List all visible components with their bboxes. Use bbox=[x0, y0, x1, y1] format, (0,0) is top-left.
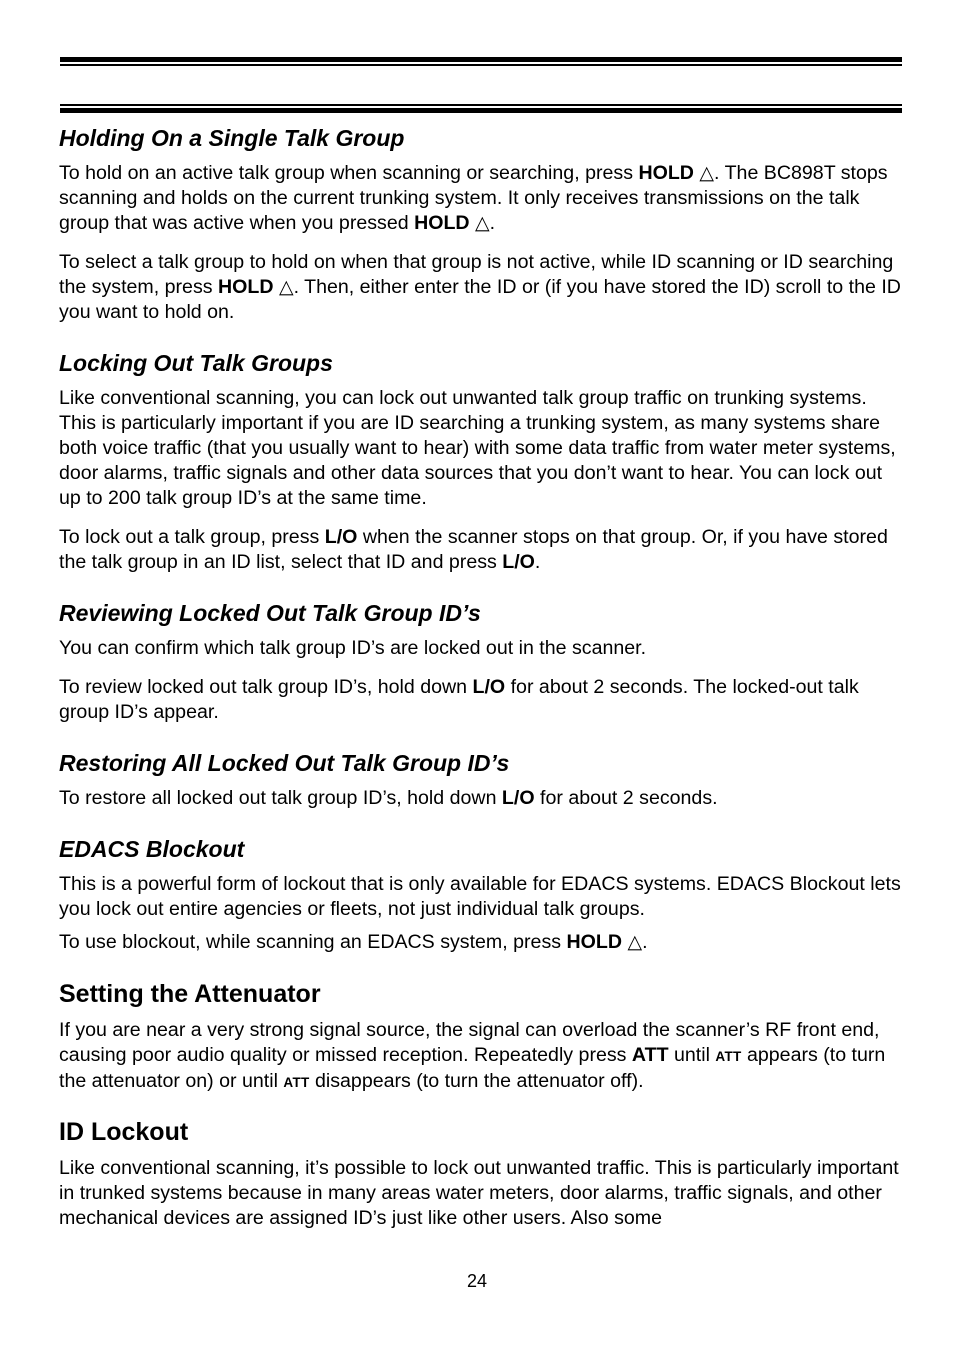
section-restoring bbox=[59, 749, 904, 811]
att-indicator: ATT bbox=[715, 1049, 742, 1064]
section-reviewing bbox=[59, 599, 904, 725]
hold-triangle-icon: △ bbox=[278, 277, 294, 298]
hold-triangle-icon: △ bbox=[475, 213, 490, 234]
section-locking-out bbox=[59, 349, 904, 575]
page-number: 24 bbox=[466, 1271, 488, 1291]
section-id-lockout bbox=[59, 1117, 904, 1231]
paragraph: Like conventional scanning, you can lock out unwanted talk group traffic on trunking systems. This is particularly important if you are ID searching a trunking system, as many systems share both voice traffic (that you usually want to hear) with some data traffic from water meter systems, door alarms, traffic signals and other data sources that you don’t want to hear. You can lock out up to 200 talk group ID’s at the same time. bbox=[59, 387, 896, 509]
section-heading: Reviewing Locked Out Talk Group ID’s bbox=[59, 600, 481, 626]
top-rule-lower-thin bbox=[60, 104, 902, 106]
paragraph: This is a powerful form of lockout that is only available for EDACS systems. EDACS Blockout lets you lock out entire agencies or fleets, not just individual talk groups. bbox=[59, 873, 901, 920]
paragraph: Like conventional scanning, it’s possible to lock out unwanted traffic. This is particularly important in trunked systems because in many areas water meters, door alarms, traffic signals, and other mechanical devices are assigned ID’s just like other users. Also some bbox=[59, 1157, 899, 1229]
paragraph: You can confirm which talk group ID’s are locked out in the scanner. bbox=[59, 637, 647, 659]
top-rule-upper-thin bbox=[60, 64, 902, 66]
hold-triangle-icon: △ bbox=[627, 932, 643, 953]
top-rule-lower bbox=[60, 108, 902, 113]
section-heading: Setting the Attenuator bbox=[59, 980, 321, 1008]
section-heading: Holding On a Single Talk Group bbox=[59, 125, 405, 151]
section-holding bbox=[59, 124, 904, 325]
section-heading: ID Lockout bbox=[59, 1118, 189, 1146]
section-edacs-blockout bbox=[59, 835, 904, 955]
section-heading: Restoring All Locked Out Talk Group ID’s bbox=[59, 750, 510, 776]
section-heading: Locking Out Talk Groups bbox=[59, 350, 333, 376]
section-heading: EDACS Blockout bbox=[59, 836, 245, 862]
paragraph: To hold on an active talk group when scanning or searching, press HOLD △. The BC898T stops scanning and holds on the current trunking system. It only receives transmissions on the talk group that was active when you pressed HOLD △. bbox=[59, 162, 888, 234]
hold-triangle-icon: △ bbox=[699, 163, 715, 184]
top-rule-upper bbox=[60, 57, 902, 62]
page-content bbox=[59, 124, 904, 1245]
paragraph: To lock out a talk group, press L/O when the scanner stops on that group. Or, if you have stored the talk group in an ID list, select that ID and press L/O. bbox=[59, 526, 888, 573]
paragraph: To select a talk group to hold on when that group is not active, while ID scanning or ID searching the system, press HOLD △. Then, either enter the ID or (if you have stored the ID) scroll to the ID you want to hold on. bbox=[59, 251, 901, 323]
section-attenuator bbox=[59, 979, 904, 1095]
paragraph: To restore all locked out talk group ID’s, hold down L/O for about 2 seconds. bbox=[59, 787, 718, 809]
paragraph: To review locked out talk group ID’s, hold down L/O for about 2 seconds. The locked-out talk group ID’s appear. bbox=[59, 676, 859, 723]
paragraph: If you are near a very strong signal source, the signal can overload the scanner’s RF front end, causing poor audio quality or missed reception. Repeatedly press ATT until ATT appears (to turn the attenuator on) or until ATT disappears (to turn the attenuator off). bbox=[59, 1019, 886, 1092]
paragraph: To use blockout, while scanning an EDACS system, press HOLD △. bbox=[59, 931, 648, 953]
att-indicator: ATT bbox=[283, 1075, 310, 1090]
